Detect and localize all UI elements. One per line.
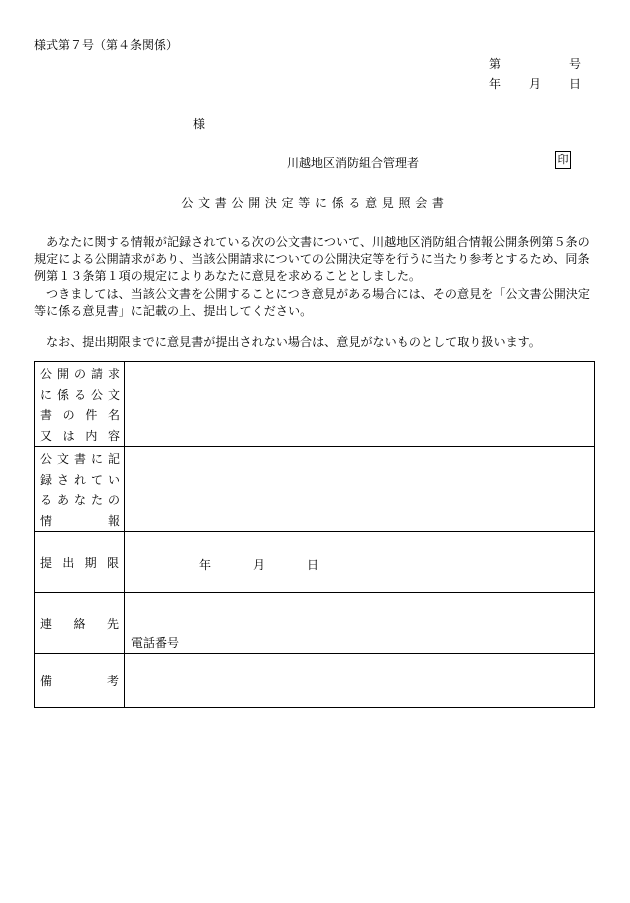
date-year: 年 bbox=[489, 77, 502, 91]
table-row-deadline bbox=[35, 532, 595, 593]
label-char: 求 bbox=[107, 367, 120, 381]
label-char: 内 bbox=[85, 428, 98, 443]
addressee-honorific: 様 bbox=[193, 117, 206, 131]
row-label bbox=[35, 362, 125, 447]
label-char: 書 bbox=[73, 452, 86, 466]
label-char: 情 bbox=[40, 513, 53, 528]
row-label bbox=[35, 532, 125, 593]
seal-box: 印 bbox=[555, 151, 571, 169]
label-char: の bbox=[73, 367, 86, 381]
label-char: て bbox=[90, 472, 103, 487]
label-char: 公 bbox=[40, 452, 53, 466]
remarks-field[interactable] bbox=[125, 654, 595, 708]
doc-number-prefix: 第 bbox=[489, 57, 502, 71]
row-label bbox=[35, 654, 125, 708]
label-char: は bbox=[62, 428, 75, 443]
label-char: 開 bbox=[56, 367, 69, 381]
label-char: 書 bbox=[40, 408, 53, 422]
deadline-month: 月 bbox=[253, 558, 266, 572]
label-char: に bbox=[40, 387, 53, 402]
label-char: 記 bbox=[107, 452, 120, 466]
table-row-recorded-info bbox=[35, 447, 595, 532]
date-month: 月 bbox=[528, 77, 541, 91]
body-paragraph: なお、提出期限までに意見書が提出されない場合は、意見がないものとして取り扱います。 bbox=[46, 335, 541, 349]
contact-field[interactable] bbox=[125, 593, 595, 654]
deadline-year: 年 bbox=[199, 558, 212, 572]
label-char: 係 bbox=[56, 387, 69, 402]
label-char: れ bbox=[73, 472, 86, 487]
label-char: 限 bbox=[106, 555, 119, 570]
label-char: る bbox=[40, 493, 53, 507]
table-row-remarks bbox=[35, 654, 595, 708]
form-number-label: 様式第７号（第４条関係） bbox=[34, 38, 179, 52]
row-label bbox=[35, 447, 125, 532]
label-char: 文 bbox=[56, 452, 69, 466]
label-char: 先 bbox=[106, 616, 119, 631]
label-char: 備 bbox=[40, 674, 53, 688]
label-char: 文 bbox=[107, 387, 120, 402]
table-row-document-subject bbox=[35, 362, 595, 447]
label-char: 公 bbox=[90, 387, 103, 402]
label-char: 報 bbox=[107, 513, 120, 528]
label-char: 又 bbox=[40, 428, 53, 443]
label-char: 件 bbox=[85, 408, 98, 422]
label-char: た bbox=[90, 493, 103, 507]
label-char: な bbox=[73, 493, 86, 507]
label-char: 公 bbox=[40, 367, 53, 381]
date-line bbox=[489, 75, 581, 92]
label-char: 名 bbox=[107, 408, 120, 422]
label-char: の bbox=[62, 408, 75, 422]
label-char: 期 bbox=[84, 555, 97, 570]
label-char: 絡 bbox=[73, 616, 86, 631]
deadline-field[interactable] bbox=[125, 532, 595, 593]
label-char: あ bbox=[56, 493, 69, 507]
label-char: に bbox=[90, 452, 103, 466]
phone-number-label: 電話番号 bbox=[131, 636, 180, 650]
table-row-contact bbox=[35, 593, 595, 654]
info-table bbox=[34, 361, 595, 708]
label-char: 録 bbox=[40, 472, 53, 487]
sender-name: 川越地区消防組合管理者 bbox=[287, 156, 420, 170]
recorded-info-field[interactable] bbox=[125, 447, 595, 532]
label-char: 提 bbox=[40, 555, 53, 570]
label-char: 連 bbox=[40, 616, 53, 631]
label-char: さ bbox=[56, 472, 69, 487]
body-paragraph: あなたに関する情報が記録されている次の公文書について、川越地区消防組合情報公開条例第５条の規定による公開請求があり、当該公開請求についての公開決定等を行うに当たり参考とするため、同条例第１３条第１項の規定によりあなたに意見を求めることとしました。 bbox=[34, 235, 590, 283]
body-paragraph: つきましては、当該公文書を公開することにつき意見がある場合には、その意見を「公文書公開決定等に係る意見書」に記載の上、提出してください。 bbox=[34, 287, 590, 318]
row-label bbox=[35, 593, 125, 654]
label-char: 請 bbox=[90, 367, 103, 381]
document-number-line bbox=[489, 55, 581, 72]
deadline-day: 日 bbox=[307, 558, 320, 572]
date-day: 日 bbox=[568, 77, 581, 91]
document-subject-field[interactable] bbox=[125, 362, 595, 447]
label-char: 出 bbox=[62, 555, 75, 570]
label-char: い bbox=[107, 472, 120, 487]
label-char: る bbox=[73, 387, 86, 402]
label-char: の bbox=[107, 493, 120, 507]
doc-number-suffix: 号 bbox=[568, 57, 581, 71]
label-char: 考 bbox=[106, 674, 119, 688]
label-char: 容 bbox=[107, 428, 120, 443]
document-title: 公文書公開決定等に係る意見照会書 bbox=[181, 196, 449, 210]
